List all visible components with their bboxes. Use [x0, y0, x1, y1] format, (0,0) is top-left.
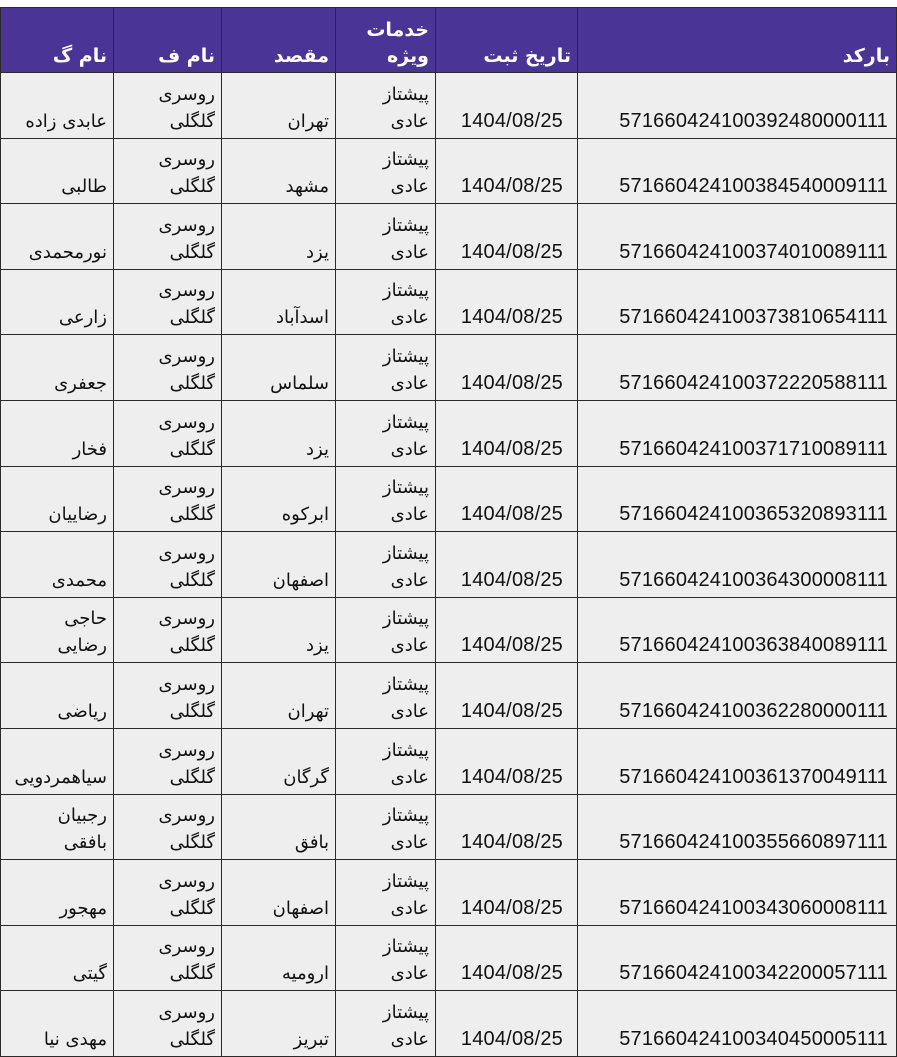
service-cell-line-2: عادی	[390, 569, 429, 591]
service-cell-line-1: پیشتاز	[382, 608, 429, 630]
barcode-cell[interactable]: 571660424100363840089111	[578, 597, 897, 663]
last-name-cell-line-1: روسری	[158, 214, 215, 236]
service-cell[interactable]	[336, 925, 436, 991]
first-name-cell-line-2: بافقی	[63, 832, 107, 854]
last-name-cell[interactable]	[114, 204, 222, 270]
table-row	[1, 138, 897, 204]
last-name-cell-line-1: روسری	[158, 739, 215, 761]
service-cell-line-1: پیشتاز	[382, 1001, 429, 1023]
service-cell-line-1: پیشتاز	[382, 477, 429, 499]
first-name-cell[interactable]	[1, 991, 114, 1057]
service-cell[interactable]	[336, 466, 436, 532]
service-cell-line-2: عادی	[390, 1028, 429, 1050]
table-body	[1, 73, 897, 1057]
header-service[interactable]	[336, 8, 436, 73]
service-cell-line-1: پیشتاز	[382, 214, 429, 236]
service-cell-line-2: عادی	[390, 635, 429, 657]
service-cell-line-2: عادی	[390, 176, 429, 198]
last-name-cell-line-1: روسری	[158, 1001, 215, 1023]
service-cell-line-1: پیشتاز	[382, 83, 429, 105]
first-name-cell[interactable]	[1, 400, 114, 466]
service-cell[interactable]	[336, 532, 436, 598]
last-name-cell-line-2: گلگلی	[169, 176, 215, 198]
last-name-cell-line-2: گلگلی	[169, 569, 215, 591]
table-row	[1, 73, 897, 139]
header-destination[interactable]: مقصد	[222, 8, 336, 73]
last-name-cell-line-2: گلگلی	[169, 635, 215, 657]
service-cell-line-1: پیشتاز	[382, 870, 429, 892]
first-name-cell-line-1: رجبیان	[57, 805, 107, 827]
service-cell-line-2: عادی	[390, 241, 429, 263]
last-name-cell-line-1: روسری	[158, 936, 215, 958]
date-cell[interactable]: 1404/08/25	[436, 925, 578, 991]
service-cell-line-1: پیشتاز	[382, 936, 429, 958]
last-name-cell-line-2: گلگلی	[169, 504, 215, 526]
header-barcode[interactable]: بارکد	[578, 8, 897, 73]
last-name-cell-line-2: گلگلی	[169, 1028, 215, 1050]
last-name-cell[interactable]	[114, 728, 222, 794]
service-cell[interactable]	[336, 991, 436, 1057]
last-name-cell-line-2: گلگلی	[169, 241, 215, 263]
last-name-cell[interactable]	[114, 597, 222, 663]
barcode-cell[interactable]: 571660424100355660897111	[578, 794, 897, 860]
service-cell-line-2: عادی	[390, 700, 429, 722]
service-cell-line-2: عادی	[390, 438, 429, 460]
barcode-cell[interactable]: 571660424100362280000111	[578, 663, 897, 729]
last-name-cell-line-1: روسری	[158, 608, 215, 630]
last-name-cell-line-2: گلگلی	[169, 438, 215, 460]
service-cell-line-2: عادی	[390, 504, 429, 526]
first-name-cell[interactable]	[1, 269, 114, 335]
header-date[interactable]: تاریخ ثبت	[436, 8, 578, 73]
barcode-cell[interactable]: 571660424100361370049111	[578, 728, 897, 794]
last-name-cell-line-1: روسری	[158, 149, 215, 171]
service-cell[interactable]	[336, 269, 436, 335]
last-name-cell[interactable]	[114, 991, 222, 1057]
shipments-table	[0, 7, 897, 1057]
first-name-cell[interactable]	[1, 597, 114, 663]
first-name-cell-line-1: مهجور	[59, 897, 107, 919]
first-name-cell[interactable]	[1, 925, 114, 991]
first-name-cell-line-1: مهدی نیا	[43, 1028, 107, 1050]
date-cell[interactable]: 1404/08/25	[436, 138, 578, 204]
barcode-cell[interactable]: 571660424100371710089111	[578, 400, 897, 466]
barcode-cell[interactable]: 571660424100374010089111	[578, 204, 897, 270]
service-cell[interactable]	[336, 335, 436, 401]
first-name-cell-line-1: طالبی	[61, 176, 107, 198]
service-cell[interactable]	[336, 400, 436, 466]
first-name-cell-line-1: فخار	[72, 438, 107, 460]
service-cell-line-1: پیشتاز	[382, 673, 429, 695]
spreadsheet	[0, 7, 893, 1050]
service-cell[interactable]	[336, 860, 436, 926]
service-cell-line-2: عادی	[390, 897, 429, 919]
first-name-cell[interactable]	[1, 860, 114, 926]
table-row	[1, 925, 897, 991]
table-row	[1, 728, 897, 794]
last-name-cell-line-1: روسری	[158, 345, 215, 367]
first-name-cell-line-1: گیتی	[72, 963, 107, 985]
first-name-cell-line-1: رضاییان	[48, 504, 107, 526]
header-first-name[interactable]: نام گ	[1, 8, 114, 73]
destination-cell[interactable]: اسدآباد	[222, 269, 336, 335]
barcode-cell[interactable]: 571660424100384540009111	[578, 138, 897, 204]
table-row	[1, 532, 897, 598]
last-name-cell-line-2: گلگلی	[169, 897, 215, 919]
destination-cell[interactable]: یزد	[222, 597, 336, 663]
first-name-cell[interactable]	[1, 204, 114, 270]
last-name-cell[interactable]	[114, 663, 222, 729]
date-cell[interactable]: 1404/08/25	[436, 204, 578, 270]
service-cell-line-2: عادی	[390, 372, 429, 394]
table-row	[1, 860, 897, 926]
table-row	[1, 335, 897, 401]
last-name-cell[interactable]	[114, 532, 222, 598]
first-name-cell-line-1: محمدی	[51, 569, 107, 591]
service-cell-line-1: پیشتاز	[382, 149, 429, 171]
first-name-cell-line-1: عابدی زاده	[25, 110, 107, 132]
destination-cell[interactable]: یزد	[222, 204, 336, 270]
date-cell[interactable]: 1404/08/25	[436, 597, 578, 663]
first-name-cell[interactable]	[1, 335, 114, 401]
last-name-cell[interactable]	[114, 794, 222, 860]
service-cell-line-2: عادی	[390, 963, 429, 985]
first-name-cell[interactable]	[1, 663, 114, 729]
date-cell[interactable]: 1404/08/25	[436, 991, 578, 1057]
service-cell-line-1: پیشتاز	[382, 411, 429, 433]
first-name-cell-line-1: حاجی	[64, 608, 107, 630]
last-name-cell-line-1: روسری	[158, 542, 215, 564]
date-cell[interactable]: 1404/08/25	[436, 663, 578, 729]
destination-cell[interactable]: یزد	[222, 400, 336, 466]
service-cell-line-1: پیشتاز	[382, 280, 429, 302]
service-cell[interactable]	[336, 794, 436, 860]
first-name-cell[interactable]	[1, 138, 114, 204]
table-row	[1, 663, 897, 729]
date-cell[interactable]: 1404/08/25	[436, 794, 578, 860]
table-row	[1, 991, 897, 1057]
table-row	[1, 204, 897, 270]
last-name-cell-line-1: روسری	[158, 477, 215, 499]
last-name-cell[interactable]	[114, 466, 222, 532]
last-name-cell[interactable]	[114, 925, 222, 991]
date-cell[interactable]: 1404/08/25	[436, 860, 578, 926]
last-name-cell-line-2: گلگلی	[169, 700, 215, 722]
barcode-cell[interactable]: 571660424100372220588111	[578, 335, 897, 401]
barcode-cell[interactable]: 571660424100343060008111	[578, 860, 897, 926]
destination-cell[interactable]: تهران	[222, 663, 336, 729]
service-cell-line-2: عادی	[390, 307, 429, 329]
destination-cell[interactable]: گرگان	[222, 728, 336, 794]
barcode-cell[interactable]: 571660424100342200057111	[578, 925, 897, 991]
barcode-cell[interactable]: 571660424100365320893111	[578, 466, 897, 532]
service-cell[interactable]	[336, 138, 436, 204]
service-cell-line-1: پیشتاز	[382, 542, 429, 564]
table-row	[1, 466, 897, 532]
header-service-line1: خدمات	[366, 19, 429, 41]
destination-cell[interactable]: سلماس	[222, 335, 336, 401]
last-name-cell-line-1: روسری	[158, 280, 215, 302]
last-name-cell-line-1: روسری	[158, 805, 215, 827]
last-name-cell-line-1: روسری	[158, 411, 215, 433]
destination-cell[interactable]: مشهد	[222, 138, 336, 204]
first-name-cell[interactable]	[1, 794, 114, 860]
date-cell[interactable]: 1404/08/25	[436, 532, 578, 598]
first-name-cell-line-1: سیاهمردویی	[14, 766, 107, 788]
last-name-cell[interactable]	[114, 269, 222, 335]
service-cell[interactable]	[336, 597, 436, 663]
service-cell-line-2: عادی	[390, 766, 429, 788]
first-name-cell-line-2: رضایی	[57, 635, 107, 657]
service-cell-line-2: عادی	[390, 110, 429, 132]
last-name-cell-line-2: گلگلی	[169, 372, 215, 394]
last-name-cell-line-2: گلگلی	[169, 832, 215, 854]
service-cell[interactable]	[336, 73, 436, 139]
destination-cell[interactable]: بافق	[222, 794, 336, 860]
last-name-cell-line-2: گلگلی	[169, 963, 215, 985]
first-name-cell-line-1: زارعی	[58, 307, 107, 329]
service-cell-line-1: پیشتاز	[382, 739, 429, 761]
service-cell[interactable]	[336, 728, 436, 794]
header-last-name[interactable]: نام ف	[114, 8, 222, 73]
barcode-cell[interactable]: 571660424100373810654111	[578, 269, 897, 335]
destination-cell[interactable]: ارومیه	[222, 925, 336, 991]
first-name-cell-line-1: نورمحمدی	[28, 241, 107, 263]
table-row	[1, 794, 897, 860]
table-row	[1, 269, 897, 335]
first-name-cell[interactable]	[1, 532, 114, 598]
header-service-line2: ویژه	[387, 45, 429, 67]
first-name-cell-line-1: ریاضی	[57, 700, 107, 722]
last-name-cell[interactable]	[114, 400, 222, 466]
destination-cell[interactable]: اصفهان	[222, 860, 336, 926]
last-name-cell[interactable]	[114, 138, 222, 204]
header-row	[1, 8, 897, 73]
date-cell[interactable]: 1404/08/25	[436, 466, 578, 532]
first-name-cell[interactable]	[1, 466, 114, 532]
barcode-cell[interactable]: 571660424100392480000111	[578, 73, 897, 139]
date-cell[interactable]: 1404/08/25	[436, 728, 578, 794]
date-cell[interactable]: 1404/08/25	[436, 335, 578, 401]
destination-cell[interactable]: تهران	[222, 73, 336, 139]
service-cell-line-1: پیشتاز	[382, 345, 429, 367]
barcode-cell[interactable]: 571660424100364300008111	[578, 532, 897, 598]
last-name-cell-line-2: گلگلی	[169, 766, 215, 788]
first-name-cell[interactable]	[1, 73, 114, 139]
last-name-cell[interactable]	[114, 860, 222, 926]
last-name-cell[interactable]	[114, 73, 222, 139]
date-cell[interactable]: 1404/08/25	[436, 73, 578, 139]
service-cell[interactable]	[336, 663, 436, 729]
barcode-cell[interactable]: 571660424100340450005111	[578, 991, 897, 1057]
last-name-cell[interactable]	[114, 335, 222, 401]
last-name-cell-line-1: روسری	[158, 83, 215, 105]
service-cell-line-2: عادی	[390, 832, 429, 854]
last-name-cell-line-1: روسری	[158, 870, 215, 892]
first-name-cell-line-1: جعفری	[54, 372, 107, 394]
service-cell-line-1: پیشتاز	[382, 805, 429, 827]
table-row	[1, 400, 897, 466]
table-row	[1, 597, 897, 663]
last-name-cell-line-2: گلگلی	[169, 307, 215, 329]
date-cell[interactable]: 1404/08/25	[436, 400, 578, 466]
destination-cell[interactable]: اصفهان	[222, 532, 336, 598]
last-name-cell-line-1: روسری	[158, 673, 215, 695]
last-name-cell-line-2: گلگلی	[169, 110, 215, 132]
service-cell[interactable]	[336, 204, 436, 270]
date-cell[interactable]: 1404/08/25	[436, 269, 578, 335]
destination-cell[interactable]: تبریز	[222, 991, 336, 1057]
first-name-cell[interactable]	[1, 728, 114, 794]
destination-cell[interactable]: ابرکوه	[222, 466, 336, 532]
